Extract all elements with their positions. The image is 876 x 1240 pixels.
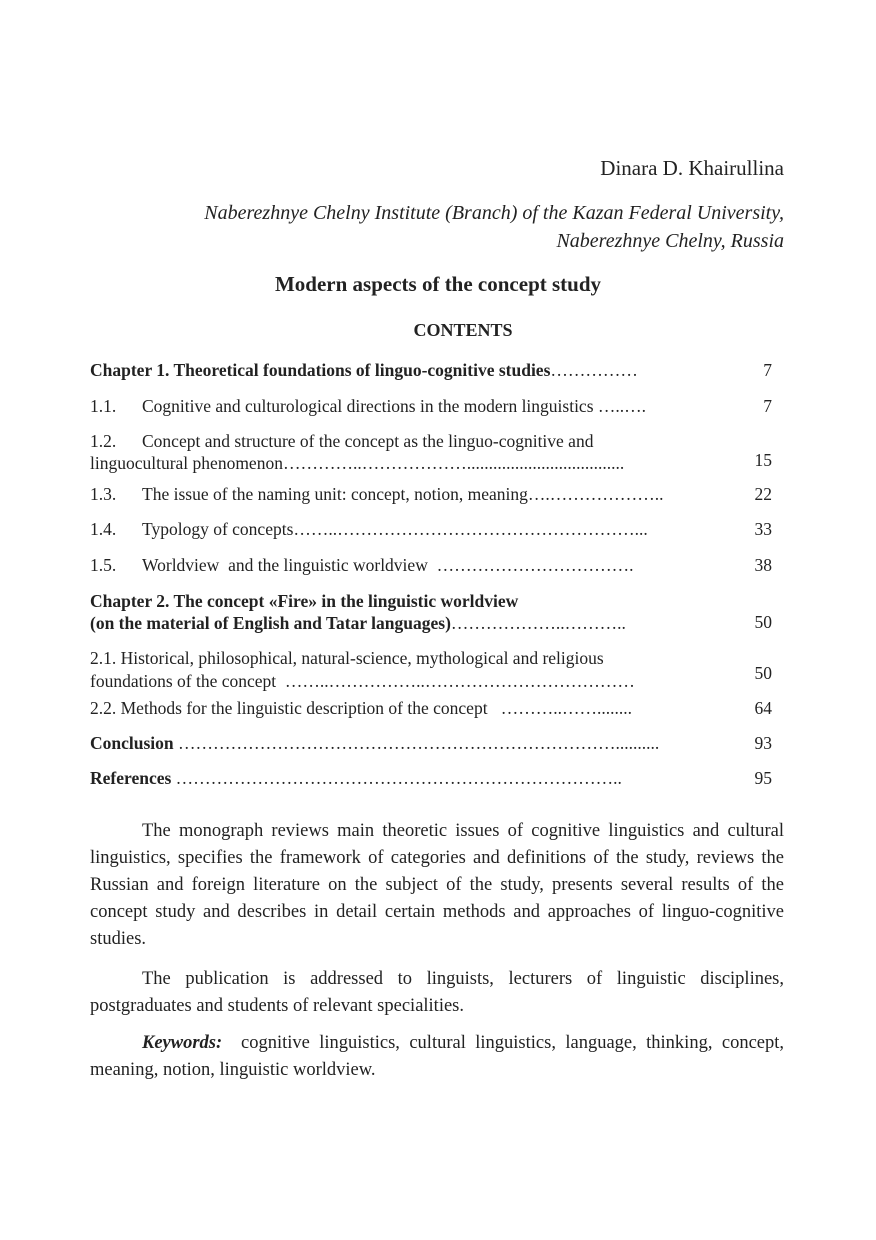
toc-leader: ……..……………………………………………... <box>293 519 648 539</box>
toc-leader: …..…. <box>593 396 647 416</box>
author-name: Dinara D. Khairullina <box>600 156 784 180</box>
toc-number: 1.2. <box>90 431 117 451</box>
toc-page: 50 <box>754 663 772 683</box>
toc-number: 1.1. <box>90 396 117 416</box>
toc-label: Typology of concepts <box>142 519 294 539</box>
toc-entry-2-1[interactable] <box>90 647 784 691</box>
toc-leader: ……………………………. <box>427 555 634 575</box>
toc-leader: ….……………….. <box>527 484 664 504</box>
toc-leader: ………………………………………………………………….......... <box>173 733 660 753</box>
toc-entry-chapter-2[interactable] <box>90 590 784 634</box>
toc-label: 2.2. Methods for the linguistic description of the concept <box>90 698 488 718</box>
toc-entry-references[interactable] <box>90 767 784 789</box>
toc-number: 1.4. <box>90 519 117 539</box>
toc-leader: …………..……………….................................... <box>282 453 625 473</box>
toc-label: References <box>90 768 172 788</box>
keywords-list: cognitive linguistics, cultural linguistics, language, thinking, concept, meaning, notion, linguistic worldview. <box>90 1033 785 1080</box>
toc-label: Conclusion <box>90 733 174 753</box>
toc-number: 1.5. <box>90 555 117 575</box>
toc-page: 15 <box>754 450 772 470</box>
toc-leader: ………..……........ <box>487 698 632 718</box>
toc-leader: ……..……………..……………………………… <box>276 671 635 691</box>
toc-label: The issue of the naming unit: concept, notion, meaning <box>142 484 528 504</box>
toc-number: 1.3. <box>90 484 117 504</box>
keywords-label: Keywords: <box>142 1033 223 1053</box>
toc-page: 64 <box>754 698 772 718</box>
toc-entry-1-1[interactable] <box>90 395 784 417</box>
toc-entry-1-3[interactable] <box>90 483 784 505</box>
toc-label-continued: (on the material of English and Tatar languages) <box>90 613 451 633</box>
toc-label-continued: foundations of the concept <box>90 671 277 691</box>
abstract-paragraph: The monograph reviews main theoretic issues of cognitive linguistics and cultural linguistics, specifies the framework of categories and definitions of the study, reviews the Russian and foreign literature on the subject of the study, presents several results of the concept study and describes in detail certain methods and approaches of linguo-cognitive studies. <box>90 821 784 949</box>
toc-page: 95 <box>754 768 772 788</box>
toc-entry-1-4[interactable] <box>90 518 784 540</box>
toc-label: Cognitive and culturological directions in the modern linguistics <box>142 396 594 416</box>
toc-entry-2-2[interactable] <box>90 697 784 719</box>
toc-label: 2.1. Historical, philosophical, natural-science, mythological and religious <box>90 648 604 668</box>
toc-leader: ………………..……….. <box>450 613 626 633</box>
toc-label: Chapter 1. Theoretical foundations of linguo-cognitive studies <box>90 360 551 380</box>
toc-entry-conclusion[interactable] <box>90 732 784 754</box>
toc-label: Worldview and the linguistic worldview <box>142 555 428 575</box>
toc-entry-1-5[interactable] <box>90 554 784 576</box>
contents-heading: CONTENTS <box>413 320 513 340</box>
toc-page: 38 <box>754 555 772 575</box>
toc-page: 33 <box>754 519 772 539</box>
toc-leader: …………… <box>550 360 638 380</box>
toc-entry-1-2[interactable] <box>90 430 784 474</box>
toc-label-continued: linguocultural phenomenon <box>90 453 283 473</box>
author-affiliation: Naberezhnye Chelny Institute (Branch) of the Kazan Federal University, Naberezhnye Chelny, Russia <box>204 202 784 252</box>
toc-label: Concept and structure of the concept as the linguo-cognitive and <box>142 431 594 451</box>
toc-page: 7 <box>763 360 772 380</box>
toc-page: 93 <box>754 733 772 753</box>
toc-leader: ………………………………………………………………….. <box>171 768 622 788</box>
toc-page: 50 <box>754 612 772 632</box>
toc-entry-chapter-1[interactable] <box>90 359 784 381</box>
toc-page: 22 <box>754 484 772 504</box>
audience-paragraph: The publication is addressed to linguists, lecturers of linguistic disciplines, postgraduates and students of relevant specialities. <box>90 969 784 1016</box>
keywords-paragraph <box>90 1030 784 1084</box>
document-title: Modern aspects of the concept study <box>274 272 602 296</box>
toc-page: 7 <box>763 396 772 416</box>
toc-label: Chapter 2. The concept «Fire» in the linguistic worldview <box>90 591 519 611</box>
